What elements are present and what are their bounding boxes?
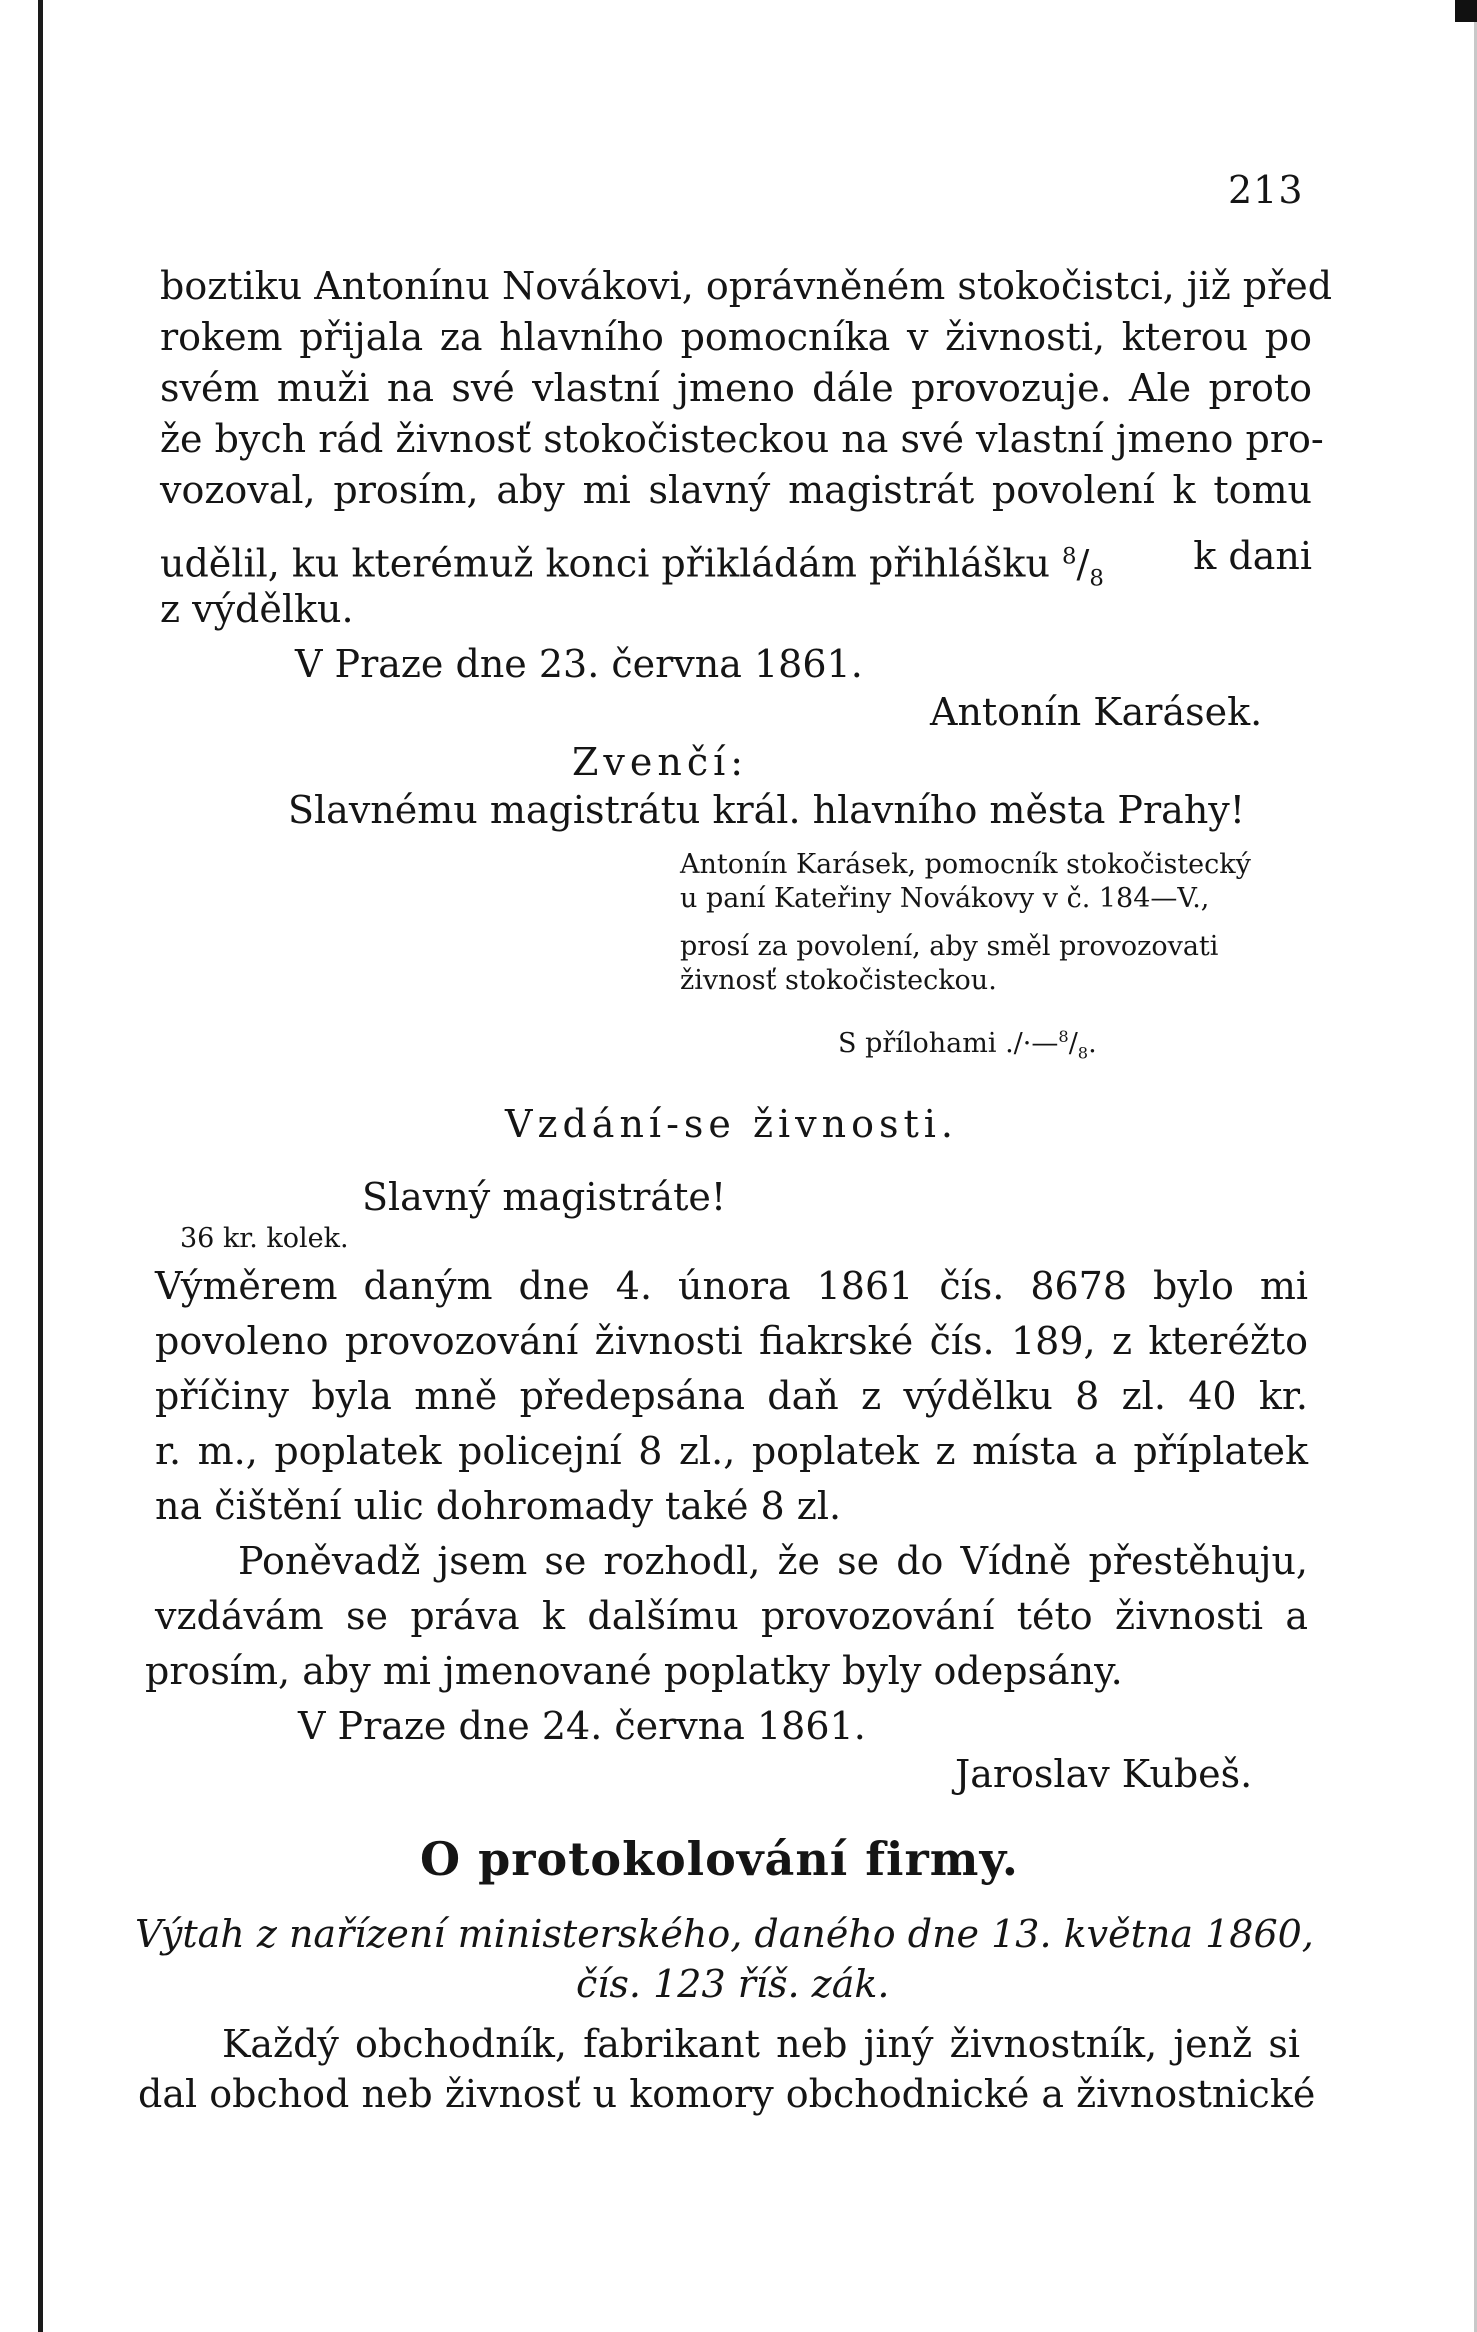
body-line: prosím, aby mi jmenované poplatky byly odepsány. (145, 1649, 1123, 1693)
attachments-note: S přílohami $./\cdot—^8/_8$. (838, 1027, 1097, 1063)
summary-line: u paní Kateřiny Novákovy v č. 184—V., (680, 883, 1210, 914)
date-line: V Praze dne 23. června 1861. (295, 642, 863, 686)
body-line: povoleno provozování živnosti fiakrské čís. 189, z kteréžto (155, 1319, 1308, 1363)
body-line: vozoval, prosím, aby mi slavný magistrát povolení k tomu (160, 468, 1312, 512)
stamp-note: 36 kr. kolek. (180, 1223, 349, 1254)
salutation: Slavný magistráte! (362, 1175, 727, 1219)
fraction: $^8/_8$ (1062, 541, 1104, 592)
body-line: Výměrem daným dne 4. února 1861 čís. 8678 bylo mi (155, 1264, 1308, 1308)
body-line: příčiny byla mně předepsána daň z výdělku 8 zl. 40 kr. (155, 1374, 1308, 1418)
body-line: Poněvadž jsem se rozhodl, že se do Vídně přestěhuju, (238, 1539, 1308, 1583)
signature: Antonín Karásek. (930, 690, 1263, 734)
scan-corner-mark (1455, 0, 1477, 22)
summary-line: prosí za povolení, aby směl provozovati (680, 931, 1219, 962)
subtitle-line: čís. 123 říš. zák. (576, 1962, 890, 2006)
body-line: svém muži na své vlastní jmeno dále provozuje. Ale proto (160, 366, 1312, 410)
page-binding-rule (38, 0, 43, 2332)
section-heading: O protokolování firmy. (420, 1832, 1019, 1886)
body-line: rokem přijala za hlavního pomocníka v živnosti, kterou po (160, 315, 1312, 359)
subtitle-line: Výtah z nařízení ministerského, daného dne 13. května 1860, (135, 1912, 1314, 1956)
body-line: vzdávám se práva k dalšímu provozování této živnosti a (155, 1594, 1308, 1638)
date-line: V Praze dne 24. června 1861. (298, 1704, 866, 1748)
body-line: dal obchod neb živnosť u komory obchodnické a živnostnické (138, 2072, 1316, 2116)
body-line: na čištění ulic dohromady také 8 zl. (155, 1484, 842, 1528)
signature: Jaroslav Kubeš. (955, 1752, 1253, 1796)
body-line: že bych rád živnosť stokočisteckou na své vlastní jmeno pro- (160, 417, 1324, 461)
outside-heading: Zvenčí: (572, 740, 749, 784)
body-line: boztiku Antonínu Novákovi, oprávněném stokočistci, již před (160, 264, 1333, 308)
section-title: Vzdání-se živnosti. (505, 1102, 958, 1146)
body-line: Každý obchodník, fabrikant neb jiný živnostník, jenž si (222, 2022, 1300, 2066)
outside-address: Slavnému magistrátu král. hlavního města Prahy! (288, 788, 1246, 832)
page-number: 213 (1228, 168, 1304, 212)
summary-line: živnosť stokočisteckou. (680, 965, 997, 996)
body-line-text: udělil, ku kterémuž konci přikládám přihlášku (160, 541, 1050, 586)
body-line: z výdělku. (160, 587, 354, 631)
summary-line: Antonín Karásek, pomocník stokočistecký (680, 849, 1251, 880)
body-line-tail: k dani (1193, 534, 1312, 578)
body-line: r. m., poplatek policejní 8 zl., poplatek z místa a příplatek (155, 1429, 1308, 1473)
